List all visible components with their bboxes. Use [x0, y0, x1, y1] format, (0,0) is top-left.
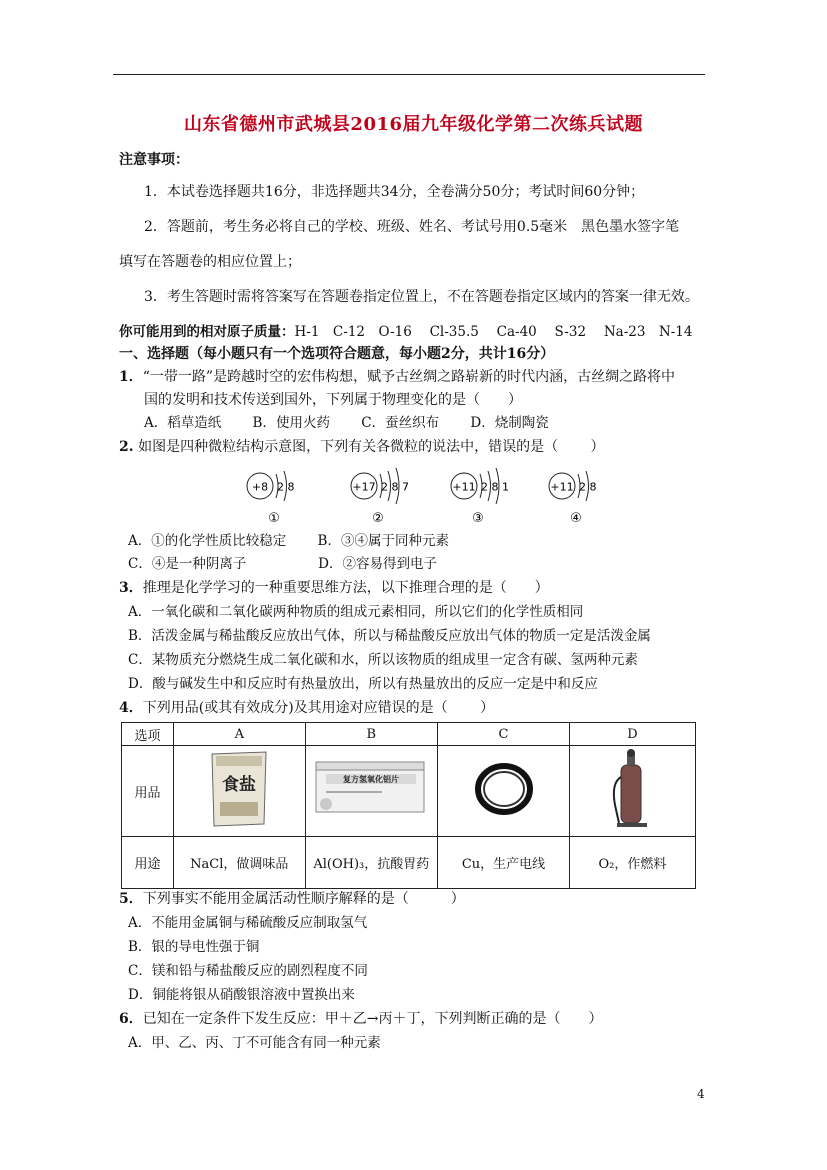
- question-1-number: 1．: [119, 369, 143, 385]
- medicine-box-text: 复方氢氧化铝片: [343, 775, 400, 784]
- header-a: A: [174, 723, 305, 746]
- table-header-row: [122, 723, 696, 746]
- question-4-table: [121, 722, 696, 889]
- question-5-option-d: D．铜能将银从硝酸银溶液中置换出来: [128, 987, 355, 1003]
- question-3-stem-text: 推理是化学学习的一种重要思维方法，以下推理合理的是（ ）: [142, 580, 549, 596]
- note-item-1: 1．本试卷选择题共16分，非选择题共34分，全卷满分50分；考试时间60分钟；: [144, 184, 645, 200]
- particle-1: [247, 471, 295, 526]
- question-5-option-c: C．镁和铅与稀盐酸反应的剧烈程度不同: [128, 963, 368, 979]
- question-6-number: 6．: [119, 1011, 143, 1027]
- question-3-option-d: D．酸与碱发生中和反应时有热量放出，所以有热量放出的反应一定是中和反应: [128, 676, 598, 692]
- table-row-items: [122, 746, 696, 837]
- question-3-option-a: A．一氧化碳和二氧化碳两种物质的组成元素相同，所以它们的化学性质相同: [128, 604, 584, 620]
- question-5-number: 5．: [119, 891, 143, 907]
- question-1-stem: [119, 367, 675, 387]
- question-4-stem: [119, 698, 494, 718]
- particle-1-shells: 2 8: [277, 480, 295, 494]
- particle-1-label: ①: [268, 511, 280, 526]
- question-1-stem-line1: “一带一路”是跨越时空的宏伟构想，赋予古丝绸之路崭新的时代内涵，古丝绸之路将中: [142, 369, 676, 385]
- particle-4-label: ④: [570, 511, 582, 526]
- use-d: O₂，作燃料: [569, 837, 695, 889]
- atomic-mass: [119, 322, 692, 342]
- question-6-stem: [119, 1009, 602, 1029]
- particle-2: [351, 468, 409, 526]
- question-3-option-c: C．某物质充分燃烧生成二氧化碳和水，所以该物质的组成里一定含有碳、氢两种元素: [128, 652, 638, 668]
- particle-4: [549, 471, 597, 526]
- question-1-options: A．稻草造纸 B．使用火药 C．蚕丝织布 D．烧制陶瓷: [144, 415, 549, 431]
- salt-bag-icon: [204, 748, 274, 830]
- copper-wire-coil-icon: [464, 754, 544, 824]
- use-a: NaCl，做调味品: [174, 837, 305, 889]
- item-a-salt-image: [174, 746, 305, 837]
- particle-3-shells: 2 8 1: [481, 480, 509, 494]
- question-5-option-b: B．银的导电性强于铜: [128, 939, 260, 955]
- item-b-medicine-image: [305, 746, 438, 837]
- particle-2-shells: 2 8 7: [381, 480, 409, 494]
- question-5-option-a: A．不能用金属铜与稀硫酸反应制取氢气: [128, 915, 368, 931]
- table-row-uses: [122, 837, 696, 889]
- question-4-number: 4．: [119, 700, 143, 716]
- page-number: 4: [697, 1087, 705, 1101]
- particle-2-nucleus: +17: [352, 480, 376, 494]
- header-d: D: [569, 723, 695, 746]
- question-5-stem: [119, 889, 465, 909]
- question-6-stem-text: 已知在一定条件下发生反应：甲＋乙→丙＋丁，下列判断正确的是（ ）: [142, 1011, 603, 1027]
- row-label-items: 用品: [122, 746, 174, 837]
- particle-2-label: ②: [372, 511, 384, 526]
- header-b: B: [305, 723, 438, 746]
- header-c: C: [438, 723, 570, 746]
- question-3-number: 3．: [119, 580, 143, 596]
- notes-heading: 注意事项：: [119, 152, 189, 168]
- question-4-stem-text: 下列用品(或其有效成分)及其用途对应错误的是（ ）: [142, 700, 495, 716]
- question-2-stem-text: 如图是四种微粒结构示意图，下列有关各微粒的说法中，错误的是（ ）: [133, 439, 605, 455]
- particle-3: [451, 468, 509, 526]
- oxygen-cylinder-icon: [607, 747, 657, 831]
- question-6-option-a: A．甲、乙、丙、丁不可能含有同一种元素: [128, 1035, 381, 1051]
- row-label-uses: 用途: [122, 837, 174, 889]
- item-c-wire-image: [438, 746, 570, 837]
- question-2-options-ab: A．①的化学性质比较稳定 B．③④属于同种元素: [128, 533, 449, 549]
- particle-3-label: ③: [472, 511, 484, 526]
- item-d-oxygen-tank-image: [569, 746, 695, 837]
- atomic-mass-values: H-1 C-12 O-16 Cl-35.5 Ca-40 S-32 Na-23 N-14: [294, 324, 693, 340]
- medicine-box-icon: [312, 754, 430, 824]
- particle-3-nucleus: +11: [452, 480, 476, 494]
- particle-4-nucleus: +11: [550, 480, 574, 494]
- note-item-3: 3．考生答题时需将答案写在答题卷指定位置上，不在答题卷指定区域内的答案一律无效。: [144, 289, 699, 305]
- question-1-stem-line2: 国的发明和技术传送到国外，下列属于物理变化的是（ ）: [144, 392, 522, 408]
- question-2-stem: [119, 437, 605, 457]
- particle-structure-diagrams: [230, 458, 630, 530]
- salt-bag-text: 食盐: [222, 775, 257, 795]
- use-b: Al(OH)₃，抗酸胃药: [305, 837, 438, 889]
- question-3-option-b: B．活泼金属与稀盐酸反应放出气体，所以与稀盐酸反应放出气体的物质一定是活泼金属: [128, 628, 651, 644]
- header-rule: [113, 74, 705, 75]
- question-5-stem-text: 下列事实不能用金属活动性顺序解释的是（ ）: [142, 891, 465, 907]
- atomic-mass-label: 你可能用到的相对原子质量：: [119, 324, 295, 340]
- use-c: Cu，生产电线: [438, 837, 570, 889]
- document-title: 山东省德州市武城县2016届九年级化学第二次练兵试题: [183, 114, 644, 135]
- note-item-2: 2．答题前，考生务必将自己的学校、班级、姓名、考试号用0.5毫米 黑色墨水签字笔: [144, 219, 680, 235]
- section-1-heading: 一、选择题（每小题只有一个选项符合题意，每小题2分，共计16分）: [119, 346, 555, 362]
- particle-4-shells: 2 8: [579, 480, 597, 494]
- question-3-stem: [119, 578, 549, 598]
- header-option: 选项: [122, 723, 174, 746]
- particle-1-nucleus: +8: [251, 480, 269, 494]
- question-2-number: 2.: [119, 439, 134, 455]
- note-item-2-cont: 填写在答题卷的相应位置上；: [119, 254, 301, 270]
- question-2-options-cd: C．④是一种阴离子 D．②容易得到电子: [128, 556, 437, 572]
